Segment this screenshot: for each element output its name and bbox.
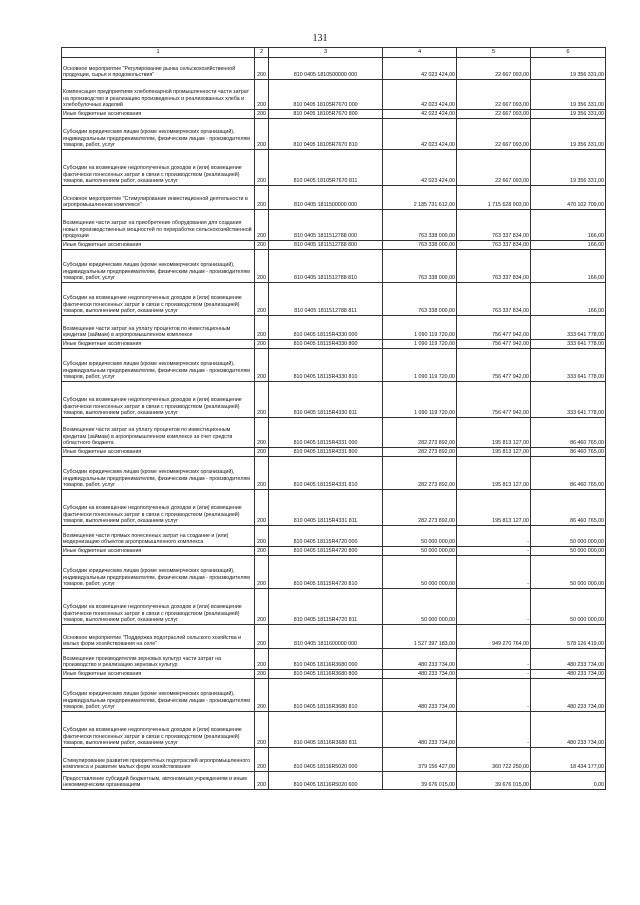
row-code-cell: 200 [255, 210, 269, 241]
table-row [62, 58, 606, 80]
row-value-6-cell: 18 434 177,00 [531, 748, 606, 772]
row-name-cell: Основное мероприятие "Регулирование рынка сельскохозяйственной продукции, сырья и продовольствия" [62, 58, 255, 80]
row-value-6-cell: 480 233 734,00 [531, 679, 606, 712]
table-row [62, 110, 606, 119]
row-value-5-cell: 756 477 942,00 [457, 382, 531, 418]
row-csr-cell: 810 0405 18115R4330 800 [269, 340, 383, 349]
row-value-6-cell: 333 641 778,00 [531, 382, 606, 418]
row-code-cell: 200 [255, 283, 269, 316]
row-value-6-cell: 166,00 [531, 250, 606, 283]
row-value-5-cell: - [457, 589, 531, 625]
table-row [62, 712, 606, 748]
row-value-4-cell: 1 090 119 720,00 [383, 340, 457, 349]
row-name-cell: Субсидии юридическим лицам (кроме некоммерческих организаций), индивидуальным предпринимателям, физическим лицам - производителям товаров, работ, услуг [62, 119, 255, 150]
row-name-cell: Возмещение части прямых понесенных затрат на создание и (или) модернизацию объектов агропромышленного комплекса [62, 526, 255, 547]
row-value-6-cell: 480 233 734,00 [531, 670, 606, 679]
row-csr-cell: 810 0405 18115R4330 000 [269, 316, 383, 340]
row-value-6-cell: 50 000 000,00 [531, 556, 606, 589]
row-code-cell: 200 [255, 772, 269, 790]
row-value-4-cell: 50 000 000,00 [383, 556, 457, 589]
row-code-cell: 200 [255, 748, 269, 772]
row-name-cell: Иные бюджетные ассигнования [62, 670, 255, 679]
page-number: 131 [312, 33, 328, 44]
row-value-6-cell: 0,00 [531, 772, 606, 790]
row-name-cell: Иные бюджетные ассигнования [62, 340, 255, 349]
row-code-cell: 200 [255, 382, 269, 418]
row-csr-cell: 810 0405 18116R5020 000 [269, 748, 383, 772]
row-value-6-cell: 470 102 709,00 [531, 186, 606, 210]
row-code-cell: 200 [255, 670, 269, 679]
row-value-6-cell: 19 356 331,00 [531, 150, 606, 186]
row-code-cell: 200 [255, 589, 269, 625]
row-value-6-cell: 19 356 331,00 [531, 119, 606, 150]
row-csr-cell: 810 0405 1811512788 000 [269, 210, 383, 241]
row-value-4-cell: 1 090 119 720,00 [383, 349, 457, 382]
row-code-cell: 200 [255, 80, 269, 110]
row-value-6-cell: 19 356 331,00 [531, 110, 606, 119]
table-row [62, 625, 606, 649]
table-row [62, 418, 606, 448]
row-csr-cell: 810 0405 18115R4720 800 [269, 547, 383, 556]
table-row [62, 250, 606, 283]
row-name-cell: Стимулирование развития приоритетных подотраслей агропромышленного комплекса и развитие малых форм хозяйствования [62, 748, 255, 772]
row-value-6-cell: 19 356 331,00 [531, 80, 606, 110]
row-value-6-cell: 333 641 778,00 [531, 316, 606, 340]
row-value-5-cell: 195 813 127,00 [457, 490, 531, 526]
row-code-cell: 200 [255, 110, 269, 119]
row-value-6-cell: 333 641 778,00 [531, 340, 606, 349]
row-value-4-cell: 379 156 427,00 [383, 748, 457, 772]
row-value-4-cell: 1 527 397 183,00 [383, 625, 457, 649]
row-csr-cell: 810 0405 18105R7670 811 [269, 150, 383, 186]
row-value-4-cell: 50 000 000,00 [383, 589, 457, 625]
row-value-5-cell: 22 667 093,00 [457, 58, 531, 80]
row-csr-cell: 810 0405 18115R4330 811 [269, 382, 383, 418]
row-value-6-cell: 166,00 [531, 241, 606, 250]
row-value-6-cell: 166,00 [531, 283, 606, 316]
row-name-cell: Иные бюджетные ассигнования [62, 110, 255, 119]
column-header: 2 [255, 48, 269, 58]
row-code-cell: 200 [255, 526, 269, 547]
row-value-6-cell: 86 460 765,00 [531, 448, 606, 457]
column-header: 6 [531, 48, 606, 58]
row-value-5-cell: 360 722 250,00 [457, 748, 531, 772]
column-header: 5 [457, 48, 531, 58]
row-value-4-cell: 2 185 731 612,00 [383, 186, 457, 210]
row-csr-cell: 810 0405 18115R4720 811 [269, 589, 383, 625]
row-value-5-cell: 763 337 834,00 [457, 241, 531, 250]
row-value-5-cell: - [457, 556, 531, 589]
row-name-cell: Иные бюджетные ассигнования [62, 448, 255, 457]
row-value-5-cell: 39 676 015,00 [457, 772, 531, 790]
row-csr-cell: 810 0405 18115R4331 811 [269, 490, 383, 526]
row-value-6-cell: 578 126 419,00 [531, 625, 606, 649]
row-name-cell: Субсидии на возмещение недополученных доходов и (или) возмещение фактически понесенных затрат в связи с производством (реализацией) товаров, выполнением работ, оказанием услуг [62, 382, 255, 418]
column-header: 4 [383, 48, 457, 58]
row-value-4-cell: 480 233 734,00 [383, 649, 457, 670]
row-name-cell: Предоставление субсидий бюджетным, автономным учреждениям и иным некоммерческим организациям [62, 772, 255, 790]
row-code-cell: 200 [255, 349, 269, 382]
column-header: 1 [62, 48, 255, 58]
row-code-cell: 200 [255, 58, 269, 80]
row-value-5-cell: 195 813 127,00 [457, 457, 531, 490]
row-value-4-cell: 763 338 000,00 [383, 241, 457, 250]
row-value-4-cell: 282 273 892,00 [383, 418, 457, 448]
row-value-5-cell: 756 477 942,00 [457, 349, 531, 382]
table-row [62, 448, 606, 457]
row-value-6-cell: 86 460 765,00 [531, 418, 606, 448]
table-row [62, 80, 606, 110]
row-name-cell: Возмещение производителям зерновых культур части затрат на производство и реализацию зерновых культур [62, 649, 255, 670]
table-row [62, 679, 606, 712]
row-csr-cell: 810 0405 18105R7670 800 [269, 110, 383, 119]
row-value-4-cell: 763 338 000,00 [383, 283, 457, 316]
row-value-5-cell: 22 667 093,00 [457, 150, 531, 186]
row-value-4-cell: 42 023 424,00 [383, 119, 457, 150]
table-row [62, 649, 606, 670]
row-csr-cell: 810 0405 18105R7670 810 [269, 119, 383, 150]
row-value-5-cell: - [457, 712, 531, 748]
row-name-cell: Возмещение части затрат на уплату процентов по инвестиционным кредитам (займам) в агропромышленном комплексе [62, 316, 255, 340]
table-row [62, 526, 606, 547]
row-value-6-cell: 50 000 000,00 [531, 526, 606, 547]
row-value-4-cell: 42 023 424,00 [383, 58, 457, 80]
row-value-4-cell: 480 233 734,00 [383, 679, 457, 712]
row-value-5-cell: 763 337 834,00 [457, 283, 531, 316]
row-code-cell: 200 [255, 150, 269, 186]
table-row [62, 241, 606, 250]
budget-table-body [62, 48, 606, 790]
row-code-cell: 200 [255, 649, 269, 670]
row-value-5-cell: 949 270 764,00 [457, 625, 531, 649]
row-csr-cell: 810 0405 18116R3680 810 [269, 679, 383, 712]
row-code-cell: 200 [255, 186, 269, 210]
row-value-4-cell: 39 676 015,00 [383, 772, 457, 790]
row-value-4-cell: 42 023 424,00 [383, 110, 457, 119]
row-value-4-cell: 282 273 892,00 [383, 457, 457, 490]
table-row [62, 670, 606, 679]
row-value-4-cell: 1 090 119 720,00 [383, 316, 457, 340]
table-row [62, 316, 606, 340]
row-csr-cell: 810 0405 1811512788 811 [269, 283, 383, 316]
row-name-cell: Иные бюджетные ассигнования [62, 547, 255, 556]
row-value-4-cell: 50 000 000,00 [383, 547, 457, 556]
row-csr-cell: 810 0405 18115R4331 000 [269, 418, 383, 448]
row-value-5-cell: - [457, 526, 531, 547]
row-name-cell: Основное мероприятие "Поддержка подотраслей сельского хозяйства и малых форм хозяйствования на селе" [62, 625, 255, 649]
row-csr-cell: 810 0405 18115R4330 810 [269, 349, 383, 382]
row-value-4-cell: 282 273 892,00 [383, 448, 457, 457]
row-value-4-cell: 42 023 424,00 [383, 80, 457, 110]
row-code-cell: 200 [255, 625, 269, 649]
row-csr-cell: 810 0405 1811600000 000 [269, 625, 383, 649]
row-value-5-cell: 1 715 628 903,00 [457, 186, 531, 210]
row-value-4-cell: 282 273 892,00 [383, 490, 457, 526]
row-name-cell: Субсидии на возмещение недополученных доходов и (или) возмещение фактически понесенных затрат в связи с производством (реализацией) товаров, выполнением работ, оказанием услуг [62, 589, 255, 625]
table-row [62, 340, 606, 349]
row-csr-cell: 810 0405 18105R7670 000 [269, 80, 383, 110]
row-value-5-cell: 756 477 942,00 [457, 340, 531, 349]
row-value-4-cell: 42 023 424,00 [383, 150, 457, 186]
row-code-cell: 200 [255, 250, 269, 283]
row-name-cell: Субсидии на возмещение недополученных доходов и (или) возмещение фактически понесенных затрат в связи с производством (реализацией) товаров, выполнением работ, оказанием услуг [62, 150, 255, 186]
table-row [62, 382, 606, 418]
row-code-cell: 200 [255, 457, 269, 490]
row-code-cell: 200 [255, 241, 269, 250]
row-value-6-cell: 50 000 000,00 [531, 589, 606, 625]
row-name-cell: Субсидии на возмещение недополученных доходов и (или) возмещение фактически понесенных затрат в связи с производством (реализацией) товаров, выполнением работ, оказанием услуг [62, 490, 255, 526]
row-value-5-cell: 763 337 834,00 [457, 210, 531, 241]
row-code-cell: 200 [255, 119, 269, 150]
row-code-cell: 200 [255, 418, 269, 448]
row-value-5-cell: 756 477 942,00 [457, 316, 531, 340]
row-code-cell: 200 [255, 340, 269, 349]
row-csr-cell: 810 0405 1810500000 000 [269, 58, 383, 80]
row-value-5-cell: - [457, 547, 531, 556]
row-value-4-cell: 50 000 000,00 [383, 526, 457, 547]
table-header-row [62, 48, 606, 58]
row-value-5-cell: 22 667 093,00 [457, 80, 531, 110]
row-csr-cell: 810 0405 18115R4720 810 [269, 556, 383, 589]
row-code-cell: 200 [255, 556, 269, 589]
row-code-cell: 200 [255, 490, 269, 526]
row-value-4-cell: 763 338 000,00 [383, 250, 457, 283]
row-code-cell: 200 [255, 448, 269, 457]
row-csr-cell: 810 0405 18116R3680 811 [269, 712, 383, 748]
row-csr-cell: 810 0405 1811500000 000 [269, 186, 383, 210]
row-csr-cell: 810 0405 18116R5020 600 [269, 772, 383, 790]
row-name-cell: Основное мероприятие "Стимулирование инвестиционной деятельности в агропромышленном комплексе" [62, 186, 255, 210]
row-value-6-cell: 480 233 734,00 [531, 712, 606, 748]
row-value-5-cell: 195 813 127,00 [457, 448, 531, 457]
row-value-6-cell: 19 356 331,00 [531, 58, 606, 80]
row-value-5-cell: - [457, 649, 531, 670]
row-name-cell: Субсидии юридическим лицам (кроме некоммерческих организаций), индивидуальным предпринимателям, физическим лицам - производителям товаров, работ, услуг [62, 457, 255, 490]
row-value-5-cell: - [457, 679, 531, 712]
row-value-5-cell: 22 667 093,00 [457, 110, 531, 119]
table-row [62, 748, 606, 772]
row-value-4-cell: 480 233 734,00 [383, 712, 457, 748]
row-code-cell: 200 [255, 712, 269, 748]
row-value-4-cell: 1 090 119 720,00 [383, 382, 457, 418]
table-row [62, 210, 606, 241]
row-csr-cell: 810 0405 18115R4331 800 [269, 448, 383, 457]
table-row [62, 150, 606, 186]
column-header: 3 [269, 48, 383, 58]
row-name-cell: Возмещение части затрат на приобретение оборудования для создания новых производственных мощностей по переработке сельскохозяйственной продукции [62, 210, 255, 241]
table-row [62, 119, 606, 150]
table-row [62, 547, 606, 556]
row-csr-cell: 810 0405 18116R3680 800 [269, 670, 383, 679]
table-row [62, 772, 606, 790]
row-csr-cell: 810 0405 1811512788 810 [269, 250, 383, 283]
row-name-cell: Иные бюджетные ассигнования [62, 241, 255, 250]
row-value-5-cell: 22 667 093,00 [457, 119, 531, 150]
row-value-5-cell: 763 337 834,00 [457, 250, 531, 283]
row-code-cell: 200 [255, 679, 269, 712]
row-value-5-cell: - [457, 670, 531, 679]
row-value-6-cell: 333 641 778,00 [531, 349, 606, 382]
budget-table [61, 47, 606, 790]
row-name-cell: Возмещение части затрат на уплату процентов по инвестиционным кредитам (займам) в агропромышленном комплексе за счет средств областного бюджета [62, 418, 255, 448]
table-row [62, 186, 606, 210]
row-code-cell: 200 [255, 547, 269, 556]
table-row [62, 490, 606, 526]
row-value-6-cell: 480 233 734,00 [531, 649, 606, 670]
row-csr-cell: 810 0405 18116R3680 000 [269, 649, 383, 670]
table-row [62, 589, 606, 625]
row-value-6-cell: 50 000 000,00 [531, 547, 606, 556]
row-value-5-cell: 195 813 127,00 [457, 418, 531, 448]
row-value-6-cell: 86 460 765,00 [531, 490, 606, 526]
table-row [62, 457, 606, 490]
table-row [62, 556, 606, 589]
row-csr-cell: 810 0405 1811512788 800 [269, 241, 383, 250]
row-name-cell: Субсидии на возмещение недополученных доходов и (или) возмещение фактически понесенных затрат в связи с производством (реализацией) товаров, выполнением работ, оказанием услуг [62, 712, 255, 748]
row-code-cell: 200 [255, 316, 269, 340]
row-value-6-cell: 166,00 [531, 210, 606, 241]
row-name-cell: Компенсация предприятиям хлебопекарной промышленности части затрат на производство и реализацию произведенных и реализованных хлеба и хлебобулочных изделий [62, 80, 255, 110]
table-row [62, 283, 606, 316]
row-value-4-cell: 763 338 000,00 [383, 210, 457, 241]
row-name-cell: Субсидии юридическим лицам (кроме некоммерческих организаций), индивидуальным предпринимателям, физическим лицам - производителям товаров, работ, услуг [62, 679, 255, 712]
row-name-cell: Субсидии на возмещение недополученных доходов и (или) возмещение фактически понесенных затрат в связи с производством (реализацией) товаров, выполнением работ, оказанием услуг [62, 283, 255, 316]
row-name-cell: Субсидии юридическим лицам (кроме некоммерческих организаций), индивидуальным предпринимателям, физическим лицам - производителям товаров, работ, услуг [62, 349, 255, 382]
row-value-4-cell: 480 233 734,00 [383, 670, 457, 679]
row-value-6-cell: 86 460 765,00 [531, 457, 606, 490]
row-csr-cell: 810 0405 18115R4720 000 [269, 526, 383, 547]
row-name-cell: Субсидии юридическим лицам (кроме некоммерческих организаций), индивидуальным предпринимателям, физическим лицам - производителям товаров, работ, услуг [62, 556, 255, 589]
row-csr-cell: 810 0405 18115R4331 810 [269, 457, 383, 490]
row-name-cell: Субсидии юридическим лицам (кроме некоммерческих организаций), индивидуальным предпринимателям, физическим лицам - производителям товаров, работ, услуг [62, 250, 255, 283]
table-row [62, 349, 606, 382]
